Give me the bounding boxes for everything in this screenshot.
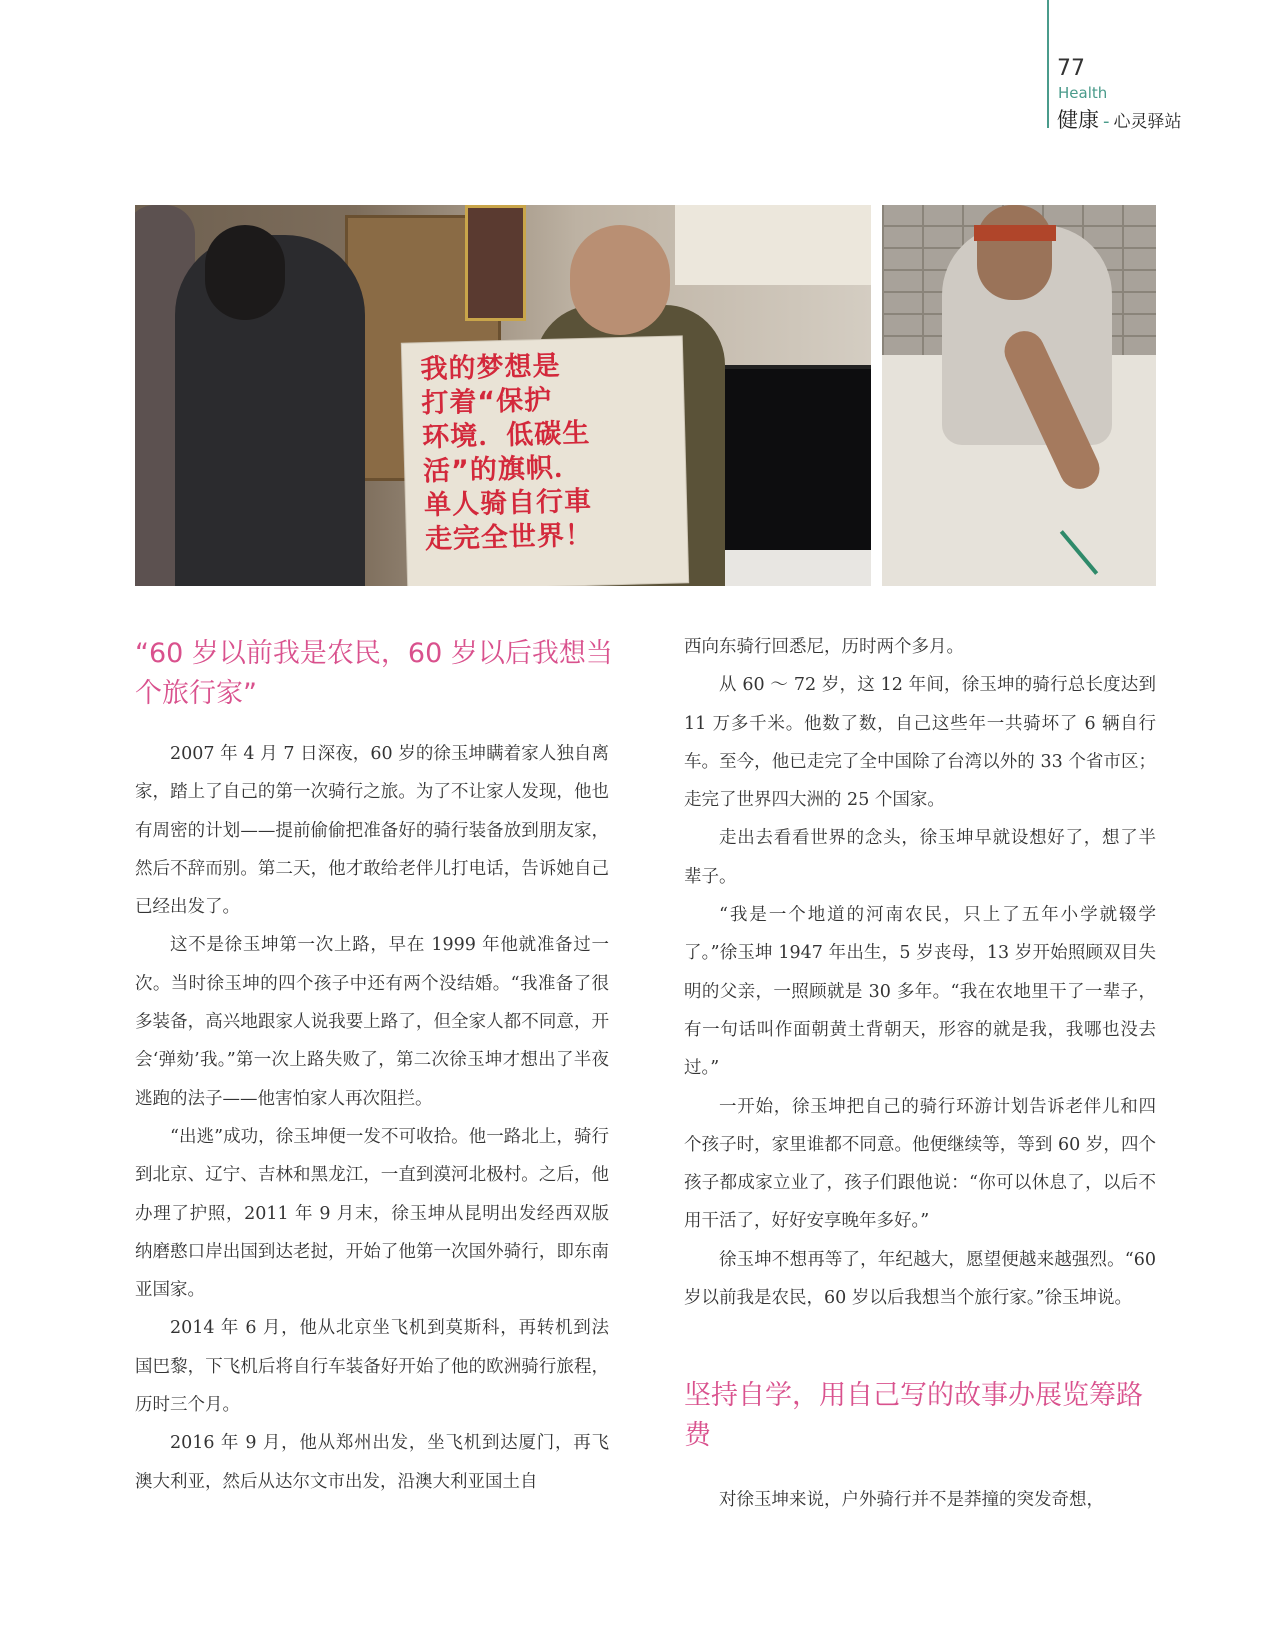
television <box>715 365 871 563</box>
headband <box>974 225 1056 241</box>
banner-line: 走完全世界！ <box>424 519 594 556</box>
banner-line: 活”的旗帜． <box>422 452 583 488</box>
section-label-zh: 健康 <box>1057 108 1099 132</box>
banner-line: 打着“保护 <box>421 384 553 420</box>
wall-portrait <box>465 205 526 321</box>
paragraph: 2007 年 4 月 7 日深夜，60 岁的徐玉坤瞒着家人独自离家，踏上了自己的第一次骑行之旅。为了不让家人发现，他也有周密的计划——提前偷偷把准备好的骑行装备放到朋友家，然后不辞而别。第二天，他才敢给老伴儿打电话，告诉她自己已经出发了。 <box>135 744 609 918</box>
paragraph-continuation: 西向东骑行回悉尼，历时两个多月。 <box>684 637 964 657</box>
paragraph: “出逃”成功，徐玉坤便一发不可收拾。他一路北上，骑行到北京、辽宁、吉林和黑龙江，一直到漠河北极村。之后，他办理了护照，2011 年 9 月末，徐玉坤从昆明出发经西双版纳磨憨口岸出国到达老挝，开始了他第一次国外骑行，即东南亚国家。 <box>135 1126 609 1301</box>
subsection-label: 心灵驿站 <box>1113 112 1182 132</box>
article-column-left <box>135 735 609 1501</box>
article-heading: “60 岁以前我是农民，60 岁以后我想当个旅行家” <box>135 638 613 709</box>
person-woman-head <box>205 225 285 320</box>
article-column-right-bottom <box>684 1481 1156 1519</box>
banner-line: 环境．低碳生 <box>421 417 591 454</box>
article-column-right <box>684 628 1156 1317</box>
cloth-banner <box>402 336 688 586</box>
paragraph: 徐玉坤不想再等了，年纪越大，愿望便越来越强烈。“60 岁以前我是农民，60 岁以后我想当个旅行家。”徐玉坤说。 <box>684 1249 1156 1309</box>
wall-calligraphy <box>675 205 871 285</box>
paragraph: 2014 年 6 月，他从北京坐飞机到莫斯科，再转机到法国巴黎，下飞机后将自行车装备好开始了他的欧洲骑行旅程，历时三个月。 <box>135 1318 609 1416</box>
banner-line: 我的梦想是 <box>420 350 561 386</box>
section-label-en: Health <box>1058 84 1108 102</box>
paragraph: 从 60 ～ 72 岁，这 12 年间，徐玉坤的骑行总长度达到 11 万多千米。他数了数，自己这些年一共骑坏了 6 辆自行车。至今，他已走完了全中国除了台湾以外的 33 个省市区；走完了世界四大洲的 25 个国家。 <box>684 675 1156 811</box>
section-label <box>1057 104 1182 134</box>
page-number: 77 <box>1057 56 1085 81</box>
paragraph: “我是一个地道的河南农民，只上了五年小学就辍学了。”徐玉坤 1947 年出生，5 岁丧母，13 岁开始照顾双目失明的父亲，一照顾就是 30 多年。“我在农地里干了一辈子，有一句话叫作面朝黄土背朝天，形容的就是我，我哪也没去过。” <box>684 905 1156 1079</box>
paragraph: 对徐玉坤来说，户外骑行并不是莽撞的突发奇想， <box>719 1490 1104 1510</box>
section-dash: - <box>1103 111 1110 132</box>
photo-writing-on-cloth <box>882 205 1156 586</box>
paragraph: 走出去看看世界的念头，徐玉坤早就设想好了，想了半辈子。 <box>684 828 1156 887</box>
paragraph: 2016 年 9 月，他从郑州出发，坐飞机到达厦门，再飞澳大利亚，然后从达尔文市出发，沿澳大利亚国土自 <box>135 1433 609 1492</box>
header-divider <box>1047 0 1049 128</box>
paragraph: 一开始，徐玉坤把自己的骑行环游计划告诉老伴儿和四个孩子时，家里谁都不同意。他便继续等，等到 60 岁，四个孩子都成家立业了，孩子们跟他说：“你可以休息了，以后不用干活了，好好安享晚年多好。” <box>684 1096 1156 1232</box>
man-head <box>977 205 1052 300</box>
article-subheading: 坚持自学，用自己写的故事办展览筹路费 <box>684 1380 1143 1451</box>
person-man-head <box>570 225 670 335</box>
photo-holding-banner <box>135 205 871 586</box>
banner-text <box>420 347 675 557</box>
banner-line: 单人骑自行車 <box>423 485 593 522</box>
paragraph: 这不是徐玉坤第一次上路，早在 1999 年他就准备过一次。当时徐玉坤的四个孩子中还有两个没结婚。“我准备了很多装备，高兴地跟家人说我要上路了，但全家人都不同意，开会‘弹劾’我。”第一次上路失败了，第二次徐玉坤才想出了半夜逃跑的法子——他害怕家人再次阻拦。 <box>135 935 609 1109</box>
